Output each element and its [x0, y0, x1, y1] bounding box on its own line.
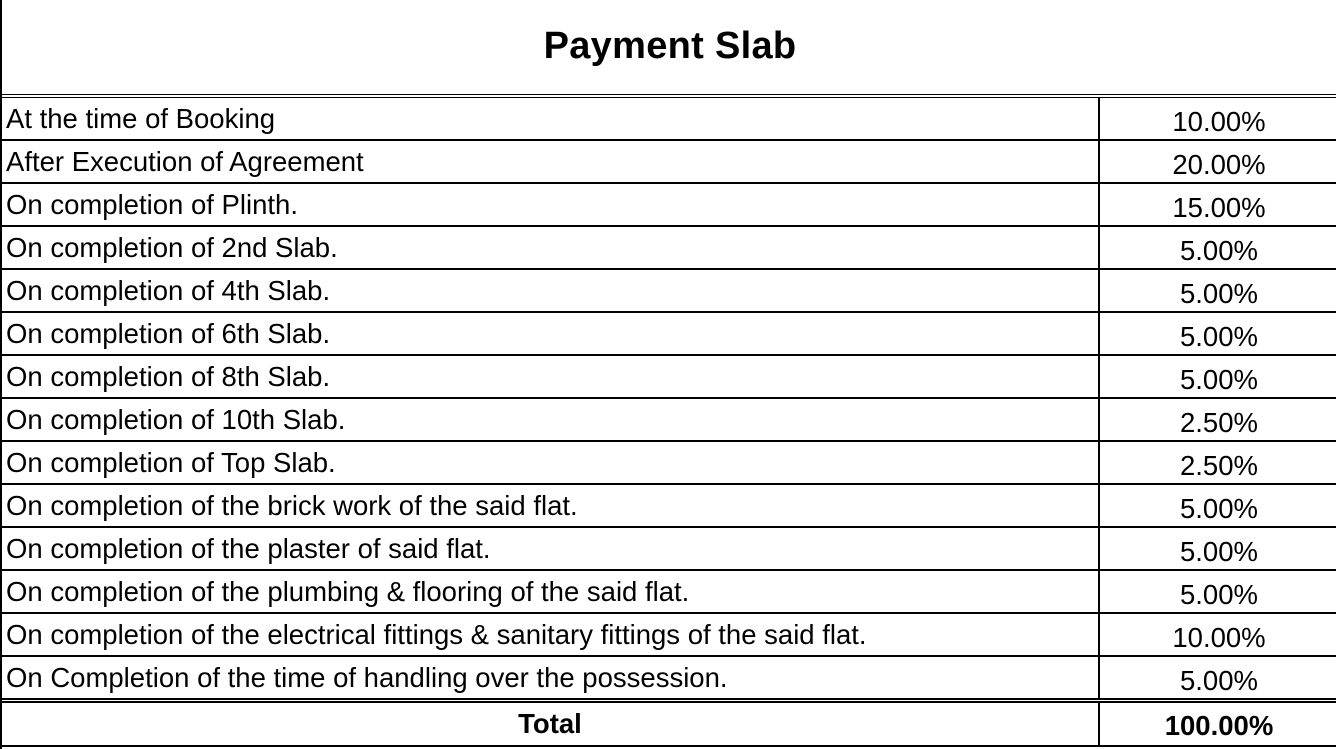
table-row	[2, 184, 1336, 227]
table-row	[2, 442, 1336, 485]
milestone-label: On completion of the brick work of the said flat.	[2, 485, 1100, 526]
table-row	[2, 141, 1336, 184]
milestone-label: On completion of 6th Slab.	[2, 313, 1100, 354]
milestone-percentage: 5.00%	[1180, 665, 1258, 696]
milestone-percentage: 2.50%	[1180, 450, 1258, 481]
milestone-label: On completion of 8th Slab.	[2, 356, 1100, 397]
milestone-label: On Completion of the time of handling over the possession.	[2, 657, 1100, 698]
table-row	[2, 270, 1336, 313]
milestone-label: On completion of 4th Slab.	[2, 270, 1100, 311]
milestone-label: On completion of Plinth.	[2, 184, 1100, 225]
milestone-percentage: 5.00%	[1180, 579, 1258, 610]
payment-slab-table	[2, 94, 1336, 747]
table-row	[2, 571, 1336, 614]
milestone-label: After Execution of Agreement	[2, 141, 1100, 182]
milestone-label: On completion of 10th Slab.	[2, 399, 1100, 440]
milestone-label: On completion of the plaster of said flat.	[2, 528, 1100, 569]
page-title: Payment Slab	[543, 24, 797, 67]
table-row	[2, 614, 1336, 657]
milestone-percentage: 5.00%	[1180, 364, 1258, 395]
milestone-label: On completion of the electrical fittings & sanitary fittings of the said flat.	[2, 614, 1100, 655]
total-label: Total	[2, 703, 1100, 745]
milestone-percentage: 5.00%	[1180, 493, 1258, 524]
table-row	[2, 485, 1336, 528]
total-row	[2, 701, 1336, 747]
milestone-percentage: 5.00%	[1180, 278, 1258, 309]
total-percentage: 100.00%	[1164, 710, 1274, 741]
table-row	[2, 528, 1336, 571]
milestone-percentage: 10.00%	[1172, 106, 1266, 137]
milestone-percentage: 2.50%	[1180, 407, 1258, 438]
milestone-label: On completion of the plumbing & flooring of the said flat.	[2, 571, 1100, 612]
table-row	[2, 356, 1336, 399]
table-row	[2, 313, 1336, 356]
milestone-label: On completion of 2nd Slab.	[2, 227, 1100, 268]
milestone-percentage: 15.00%	[1172, 192, 1266, 223]
milestone-label: At the time of Booking	[2, 98, 1100, 139]
milestone-percentage: 5.00%	[1180, 235, 1258, 266]
milestone-percentage: 20.00%	[1172, 149, 1266, 180]
table-row	[2, 399, 1336, 442]
milestone-percentage: 5.00%	[1180, 321, 1258, 352]
milestone-percentage: 10.00%	[1172, 622, 1266, 653]
milestone-percentage: 5.00%	[1180, 536, 1258, 567]
table-row	[2, 98, 1336, 141]
milestone-label: On completion of Top Slab.	[2, 442, 1100, 483]
table-row	[2, 657, 1336, 700]
table-row	[2, 227, 1336, 270]
